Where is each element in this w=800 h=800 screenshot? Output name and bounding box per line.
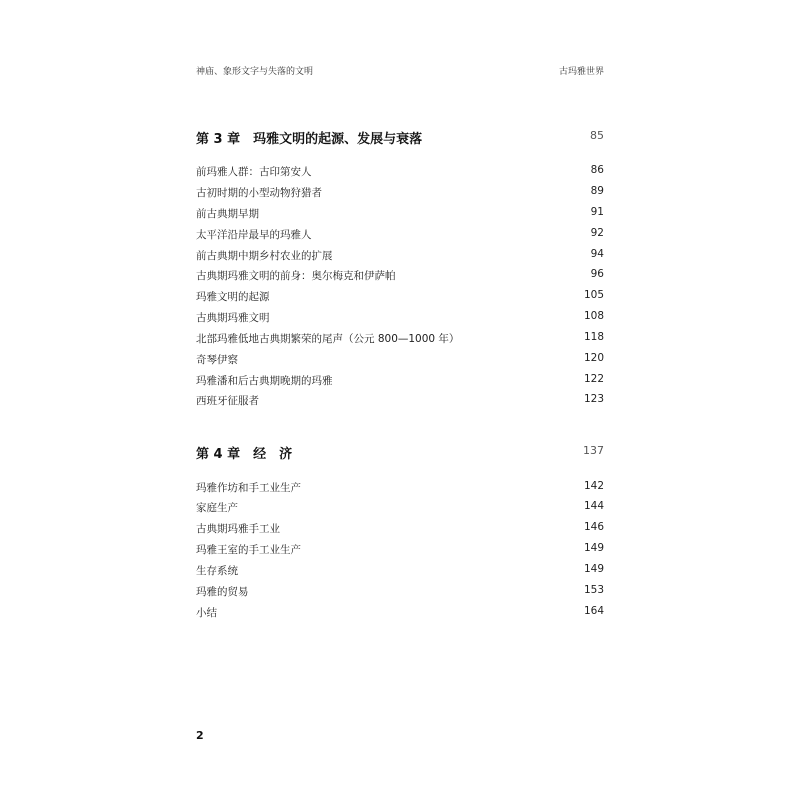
toc-entry[interactable] [196,206,604,220]
toc-entry[interactable] [196,248,604,262]
toc-entry[interactable] [196,185,604,199]
toc-entry-title: 前玛雅人群：古印第安人 [196,166,312,178]
toc-entry[interactable] [196,331,604,345]
toc-entry-title: 玛雅的贸易 [196,586,249,598]
toc-entry-title: 家庭生产 [196,502,238,514]
toc-entry-title: 生存系统 [196,565,238,577]
toc-entry-page: 91 [590,206,604,218]
toc-entry-page: 122 [583,373,604,385]
toc-entry-page: 153 [583,584,604,596]
chapter-page-number: 85 [590,129,604,142]
toc-entry-title: 玛雅作坊和手工业生产 [196,482,301,494]
chapter-heading[interactable] [196,128,604,146]
folio-page-number: 2 [196,729,204,742]
toc-entry-page: 144 [583,500,604,512]
toc-entry-page: 164 [583,605,604,617]
toc-entry[interactable] [196,521,604,535]
toc-entry-title: 古典期玛雅文明 [196,312,270,324]
toc-entry-page: 105 [583,289,604,301]
toc-entry-page: 123 [583,393,604,405]
toc-entry-page: 108 [583,310,604,322]
toc-entry-page: 149 [583,563,604,575]
toc-entry-title: 西班牙征服者 [196,395,259,407]
toc-entry-title: 玛雅王室的手工业生产 [196,544,301,556]
toc-entry-page: 86 [590,164,604,176]
toc-entry-title: 太平洋沿岸最早的玛雅人 [196,229,312,241]
toc-entry-page: 89 [590,185,604,197]
chapter-page-number: 137 [583,444,604,457]
toc-entry-page: 96 [590,268,604,280]
toc-entry-page: 142 [583,480,604,492]
toc-entry[interactable] [196,584,604,598]
chapter-heading[interactable] [196,443,604,461]
toc-entry[interactable] [196,393,604,407]
toc-entry-title: 古典期玛雅文明的前身：奥尔梅克和伊萨帕 [196,270,396,282]
toc-entry-title: 前古典期中期乡村农业的扩展 [196,250,333,262]
chapter-title: 第 4 章 经 济 [196,447,293,462]
toc-entry-title: 北部玛雅低地古典期繁荣的尾声（公元 800—1000 年） [196,333,460,345]
chapter-title: 第 3 章 玛雅文明的起源、发展与衰落 [196,132,423,147]
toc-entry-title: 古初时期的小型动物狩猎者 [196,187,322,199]
toc-entry[interactable] [196,227,604,241]
toc-entry[interactable] [196,373,604,387]
toc-entry[interactable] [196,542,604,556]
toc-entry-page: 149 [583,542,604,554]
running-header-section-title: 古玛雅世界 [558,67,604,77]
toc-entry-title: 小结 [196,607,217,619]
toc-entry[interactable] [196,164,604,178]
toc-entry[interactable] [196,352,604,366]
toc-entry[interactable] [196,605,604,619]
toc-entry-page: 94 [590,248,604,260]
toc-entry-page: 120 [583,352,604,364]
toc-entry-title: 前古典期早期 [196,208,259,220]
toc-entry-title: 古典期玛雅手工业 [196,523,280,535]
toc-entry[interactable] [196,268,604,282]
toc-entry-title: 奇琴伊察 [196,354,238,366]
toc-entry-page: 118 [583,331,604,343]
toc-entry[interactable] [196,289,604,303]
toc-entry-title: 玛雅潘和后古典期晚期的玛雅 [196,375,333,387]
running-header-book-title: 神庙、象形文字与失落的文明 [196,67,314,77]
toc-entry[interactable] [196,500,604,514]
toc-entry-page: 146 [583,521,604,533]
toc-entry[interactable] [196,480,604,494]
toc-entry[interactable] [196,563,604,577]
toc-entry-title: 玛雅文明的起源 [196,291,270,303]
toc-entry[interactable] [196,310,604,324]
toc-entry-page: 92 [590,227,604,239]
